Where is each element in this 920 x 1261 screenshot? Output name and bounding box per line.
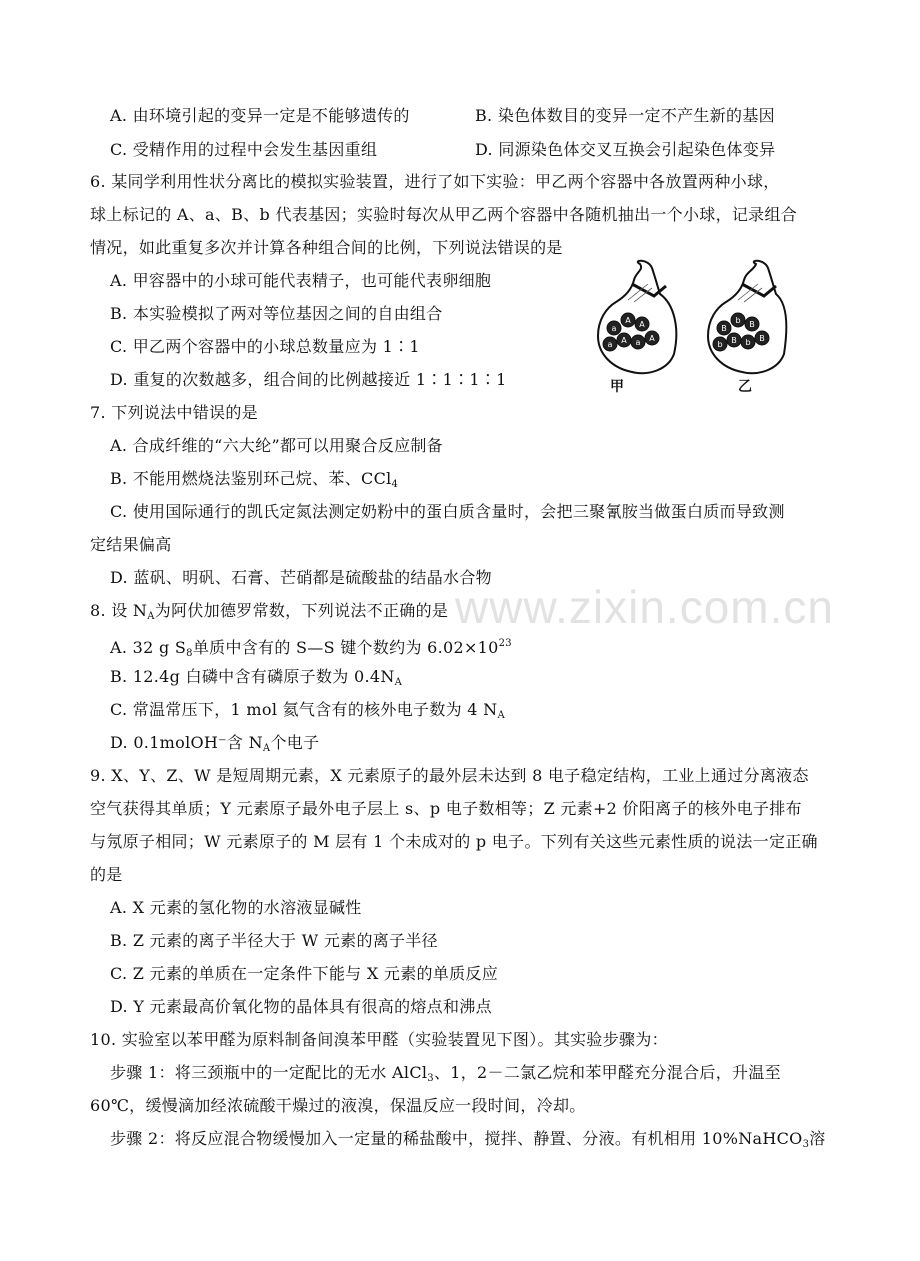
ball-label: B [759,334,765,343]
q7-option-b [110,469,398,495]
q6-figure [588,258,788,398]
q8-option-a [110,634,512,664]
q9-stem-line-1: 9. X、Y、Z、W 是短周期元素，X 元素原子的最外层未达到 8 电子稳定结构，工业上通过分离液态 [90,766,809,785]
q9-stem-line-3: 与氖原子相同；W 元素原子的 M 层有 1 个未成对的 p 电子。下列有关这些元素性质的说法一定正确 [90,832,818,851]
ball-label: B [749,320,755,329]
q10-step1-sub: 3 [427,1073,434,1084]
ball-label: a [635,338,641,347]
q8-b-pre: B. 12.4g 白磷中含有磷原子数为 0.4N [110,667,395,686]
q9-stem-line-2: 空气获得其单质；Y 元素原子最外电子层上 s、p 电子数相等；Z 元素+2 价阳离子的核外电子排布 [90,799,802,818]
q8-stem-post: 为阿伏加德罗常数，下列说法不正确的是 [154,601,449,620]
bag-left [598,261,676,373]
q7-option-c-line-2: 定结果偏高 [90,535,172,554]
q8-a-sub: 8 [186,648,193,659]
q5-option-a: A. 由环境引起的变异一定是不能够遗传的 [110,106,410,125]
q8-c-sub: A [497,710,506,721]
fig-label-yi: 乙 [738,379,752,395]
q7-option-b-sub: 4 [391,479,399,490]
q9-option-c: C. Z 元素的单质在一定条件下能与 X 元素的单质反应 [110,964,499,983]
q8-option-b [110,667,402,693]
q6-option-a: A. 甲容器中的小球可能代表精子，也可能代表卵细胞 [110,271,492,290]
q10-step1-post: 、1，2－二氯乙烷和苯甲醛充分混合后，升温至 [433,1063,781,1082]
q6-stem-line-2: 球上标记的 A、a、B、b 代表基因；实验时每次从甲乙两个容器中各随机抽出一个小球，记录组合 [90,205,798,224]
ball-label: A [649,334,655,343]
ball-label: A [625,316,631,325]
ball-label: B [731,336,737,345]
q10-step2 [110,1129,826,1155]
q10-step1-pre: 步骤 1：将三颈瓶中的一定配比的无水 AlCl [110,1063,428,1082]
q8-stem-pre: 8. 设 N [90,601,148,620]
q8-option-d [110,733,319,759]
bag-right [708,261,786,373]
q5-option-c: C. 受精作用的过程中会发生基因重组 [110,140,378,159]
q8-stem [90,601,448,627]
q6-option-d: D. 重复的次数越多，组合间的比例越接近 1∶1∶1∶1 [110,370,507,389]
q5-option-d: D. 同源染色体交叉互换会引起染色体变异 [475,140,776,159]
ball-label: A [621,336,627,345]
q9-stem-line-4: 的是 [90,865,123,884]
ball-label: b [745,338,751,347]
fig-label-jia: 甲 [610,379,624,395]
ball-label: b [735,316,741,325]
q9-option-b: B. Z 元素的离子半径大于 W 元素的离子半径 [110,931,438,950]
q8-d-sub: A [262,743,271,754]
q10-step2-pre: 步骤 2：将反应混合物缓慢加入一定量的稀盐酸中，搅拌、静置、分液。有机相用 10%NaHCO [110,1129,803,1148]
q6-stem-line-1: 6. 某同学利用性状分离比的模拟实验装置，进行了如下实验：甲乙两个容器中各放置两种小球， [90,172,780,191]
q10-step2-post: 溶 [809,1129,826,1148]
ball-label: A [639,320,645,329]
q7-option-c-line-1: C. 使用国际通行的凯氏定氮法测定奶粉中的蛋白质含量时，会把三聚氰胺当做蛋白质而导致测 [110,502,785,521]
q9-option-d: D. Y 元素最高价氧化物的晶体具有很高的熔点和沸点 [110,997,492,1016]
watermark: www.zixin.com.cn [455,581,834,633]
q10-step1-line-1 [110,1063,781,1089]
q8-stem-sub: A [147,611,155,622]
q8-a-pre: A. 32 g S [110,638,187,657]
q5-option-b: B. 染色体数目的变异一定不产生新的基因 [475,106,775,125]
q10-step2-sub: 3 [802,1139,810,1150]
q10-step1-line-2: 60℃，缓慢滴加经浓硫酸干燥过的液溴，保温反应一段时间，冷却。 [90,1096,586,1115]
q6-stem-line-3: 情况，如此重复多次并计算各种组合间的比例，下列说法错误的是 [90,238,563,257]
ball-label: a [607,340,613,349]
q8-option-c [110,700,505,726]
q8-a-sup: 23 [498,638,512,649]
q8-d-pre: D. 0.1molOH⁻含 N [110,733,263,752]
q8-c-pre: C. 常温常压下，1 mol 氦气含有的核外电子数为 4 N [110,700,498,719]
q6-option-c: C. 甲乙两个容器中的小球总数量应为 1∶1 [110,337,420,356]
q7-option-d: D. 蓝矾、明矾、石膏、芒硝都是硫酸盐的结晶水合物 [110,568,492,587]
ball-label: B [721,324,727,333]
q8-b-sub: A [394,677,403,688]
ball-label: a [611,324,617,333]
ball-label: b [717,340,723,349]
q6-option-b: B. 本实验模拟了两对等位基因之间的自由组合 [110,304,443,323]
q7-option-a: A. 合成纤维的“六大纶”都可以用聚合反应制备 [110,436,443,455]
q8-d-post: 个电子 [270,733,320,752]
q8-a-mid: 单质中含有的 S—S 键个数约为 6.02×10 [192,638,499,657]
q9-option-a: A. X 元素的氢化物的水溶液显碱性 [110,898,362,917]
q7-stem: 7. 下列说法中错误的是 [90,403,258,422]
q7-option-b-text: B. 不能用燃烧法鉴别环己烷、苯、CCl [110,469,392,488]
q10-stem: 10. 实验室以苯甲醛为原料制备间溴苯甲醛（实验装置见下图）。其实验步骤为： [90,1030,668,1049]
